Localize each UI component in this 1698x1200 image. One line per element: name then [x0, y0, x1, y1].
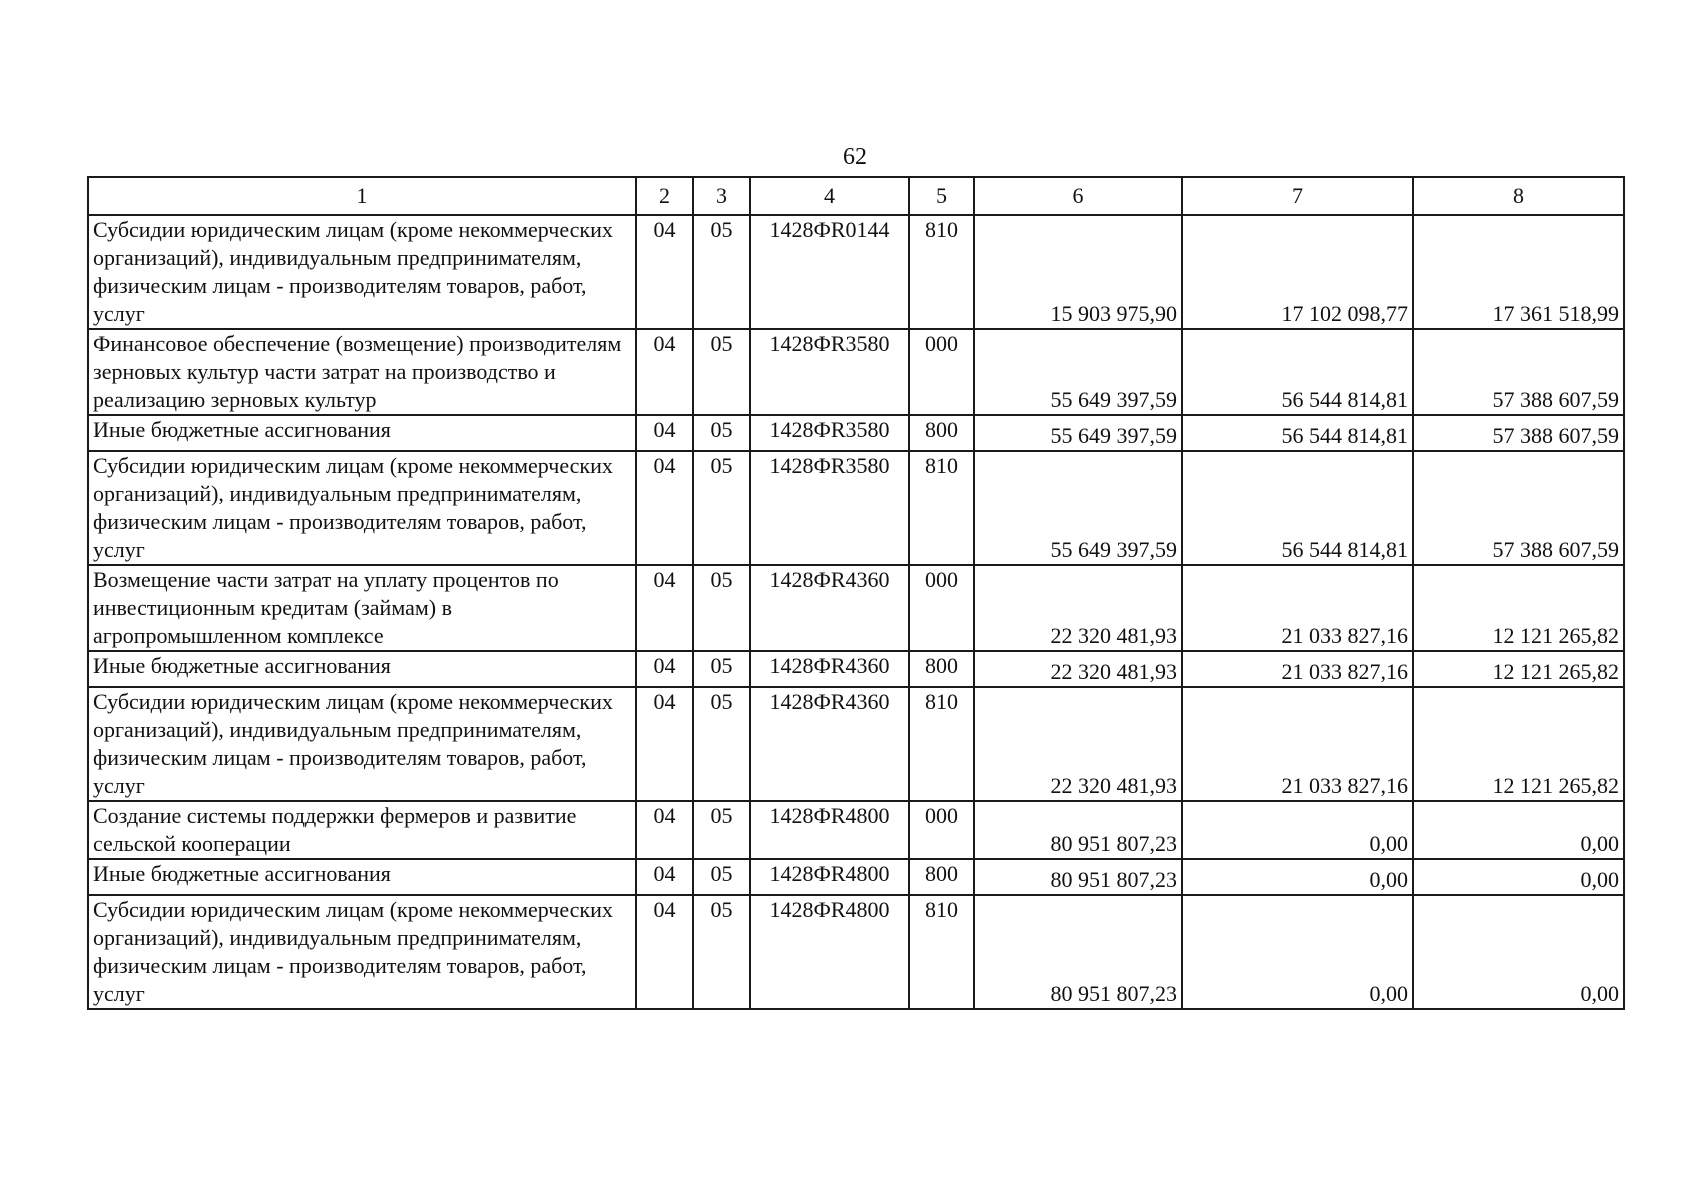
table-row — [88, 895, 1624, 1009]
expense-type-cell: 000 — [909, 565, 974, 651]
expense-type-cell: 000 — [909, 801, 974, 859]
amount-year-3-cell: 0,00 — [1413, 801, 1624, 859]
amount-year-3-cell: 57 388 607,59 — [1413, 451, 1624, 565]
amount-year-3-cell: 57 388 607,59 — [1413, 415, 1624, 451]
subsection-code-cell: 05 — [693, 565, 750, 651]
header-cell: 1 — [88, 177, 636, 215]
amount-year-2-cell: 17 102 098,77 — [1182, 215, 1413, 329]
amount-year-3-cell: 0,00 — [1413, 859, 1624, 895]
subsection-code-cell: 05 — [693, 451, 750, 565]
subsection-code-cell: 05 — [693, 329, 750, 415]
amount-year-3-cell: 12 121 265,82 — [1413, 687, 1624, 801]
subsection-code-cell: 05 — [693, 651, 750, 687]
amount-year-1-cell: 80 951 807,23 — [974, 895, 1182, 1009]
row-name-cell: Иные бюджетные ассигнования — [88, 415, 636, 451]
table-row — [88, 651, 1624, 687]
subsection-code-cell: 05 — [693, 215, 750, 329]
amount-year-1-cell: 55 649 397,59 — [974, 329, 1182, 415]
target-article-cell: 1428ФR4360 — [750, 687, 909, 801]
page-number: 62 — [843, 144, 867, 170]
row-name-cell: Финансовое обеспечение (возмещение) производителям зерновых культур части затрат на производство и реализацию зерновых культур — [88, 329, 636, 415]
table-row — [88, 329, 1624, 415]
section-code-cell: 04 — [636, 415, 693, 451]
table-row — [88, 687, 1624, 801]
row-name-cell: Возмещение части затрат на уплату процентов по инвестиционным кредитам (займам) в агропромышленном комплексе — [88, 565, 636, 651]
amount-year-2-cell: 21 033 827,16 — [1182, 651, 1413, 687]
amount-year-1-cell: 80 951 807,23 — [974, 801, 1182, 859]
table-row — [88, 565, 1624, 651]
expense-type-cell: 800 — [909, 859, 974, 895]
header-cell: 8 — [1413, 177, 1624, 215]
expense-type-cell: 810 — [909, 215, 974, 329]
subsection-code-cell: 05 — [693, 801, 750, 859]
amount-year-2-cell: 0,00 — [1182, 859, 1413, 895]
amount-year-1-cell: 55 649 397,59 — [974, 451, 1182, 565]
header-cell: 4 — [750, 177, 909, 215]
section-code-cell: 04 — [636, 895, 693, 1009]
subsection-code-cell: 05 — [693, 895, 750, 1009]
target-article-cell: 1428ФR0144 — [750, 215, 909, 329]
target-article-cell: 1428ФR4800 — [750, 895, 909, 1009]
table-row — [88, 451, 1624, 565]
amount-year-1-cell: 80 951 807,23 — [974, 859, 1182, 895]
row-name-cell: Субсидии юридическим лицам (кроме некоммерческих организаций), индивидуальным предпринимателям, физическим лицам - производителям товаров, работ, услуг — [88, 895, 636, 1009]
header-cell: 7 — [1182, 177, 1413, 215]
amount-year-2-cell: 0,00 — [1182, 895, 1413, 1009]
amount-year-1-cell: 22 320 481,93 — [974, 687, 1182, 801]
target-article-cell: 1428ФR3580 — [750, 329, 909, 415]
section-code-cell: 04 — [636, 215, 693, 329]
table-row — [88, 801, 1624, 859]
target-article-cell: 1428ФR4360 — [750, 651, 909, 687]
subsection-code-cell: 05 — [693, 859, 750, 895]
row-name-cell: Субсидии юридическим лицам (кроме некоммерческих организаций), индивидуальным предпринимателям, физическим лицам - производителям товаров, работ, услуг — [88, 451, 636, 565]
amount-year-2-cell: 0,00 — [1182, 801, 1413, 859]
row-name-cell: Иные бюджетные ассигнования — [88, 651, 636, 687]
amount-year-1-cell: 55 649 397,59 — [974, 415, 1182, 451]
table-row — [88, 859, 1624, 895]
row-name-cell: Иные бюджетные ассигнования — [88, 859, 636, 895]
amount-year-3-cell: 57 388 607,59 — [1413, 329, 1624, 415]
expense-type-cell: 000 — [909, 329, 974, 415]
target-article-cell: 1428ФR4800 — [750, 801, 909, 859]
target-article-cell: 1428ФR4800 — [750, 859, 909, 895]
section-code-cell: 04 — [636, 801, 693, 859]
target-article-cell: 1428ФR3580 — [750, 451, 909, 565]
amount-year-2-cell: 21 033 827,16 — [1182, 687, 1413, 801]
section-code-cell: 04 — [636, 687, 693, 801]
amount-year-3-cell: 12 121 265,82 — [1413, 565, 1624, 651]
row-name-cell: Субсидии юридическим лицам (кроме некоммерческих организаций), индивидуальным предпринимателям, физическим лицам - производителям товаров, работ, услуг — [88, 687, 636, 801]
amount-year-3-cell: 12 121 265,82 — [1413, 651, 1624, 687]
amount-year-1-cell: 22 320 481,93 — [974, 565, 1182, 651]
row-name-cell: Создание системы поддержки фермеров и развитие сельской кооперации — [88, 801, 636, 859]
expense-type-cell: 800 — [909, 415, 974, 451]
target-article-cell: 1428ФR4360 — [750, 565, 909, 651]
expense-type-cell: 810 — [909, 451, 974, 565]
header-cell: 3 — [693, 177, 750, 215]
expense-type-cell: 800 — [909, 651, 974, 687]
subsection-code-cell: 05 — [693, 687, 750, 801]
amount-year-2-cell: 21 033 827,16 — [1182, 565, 1413, 651]
header-cell: 6 — [974, 177, 1182, 215]
amount-year-1-cell: 22 320 481,93 — [974, 651, 1182, 687]
amount-year-2-cell: 56 544 814,81 — [1182, 451, 1413, 565]
budget-table — [87, 176, 1625, 1010]
section-code-cell: 04 — [636, 329, 693, 415]
table-row — [88, 415, 1624, 451]
section-code-cell: 04 — [636, 451, 693, 565]
section-code-cell: 04 — [636, 859, 693, 895]
amount-year-3-cell: 17 361 518,99 — [1413, 215, 1624, 329]
amount-year-1-cell: 15 903 975,90 — [974, 215, 1182, 329]
section-code-cell: 04 — [636, 651, 693, 687]
header-row — [88, 177, 1624, 215]
header-cell: 5 — [909, 177, 974, 215]
amount-year-2-cell: 56 544 814,81 — [1182, 329, 1413, 415]
expense-type-cell: 810 — [909, 895, 974, 1009]
target-article-cell: 1428ФR3580 — [750, 415, 909, 451]
section-code-cell: 04 — [636, 565, 693, 651]
subsection-code-cell: 05 — [693, 415, 750, 451]
table-row — [88, 215, 1624, 329]
row-name-cell: Субсидии юридическим лицам (кроме некоммерческих организаций), индивидуальным предпринимателям, физическим лицам - производителям товаров, работ, услуг — [88, 215, 636, 329]
amount-year-2-cell: 56 544 814,81 — [1182, 415, 1413, 451]
expense-type-cell: 810 — [909, 687, 974, 801]
amount-year-3-cell: 0,00 — [1413, 895, 1624, 1009]
header-cell: 2 — [636, 177, 693, 215]
